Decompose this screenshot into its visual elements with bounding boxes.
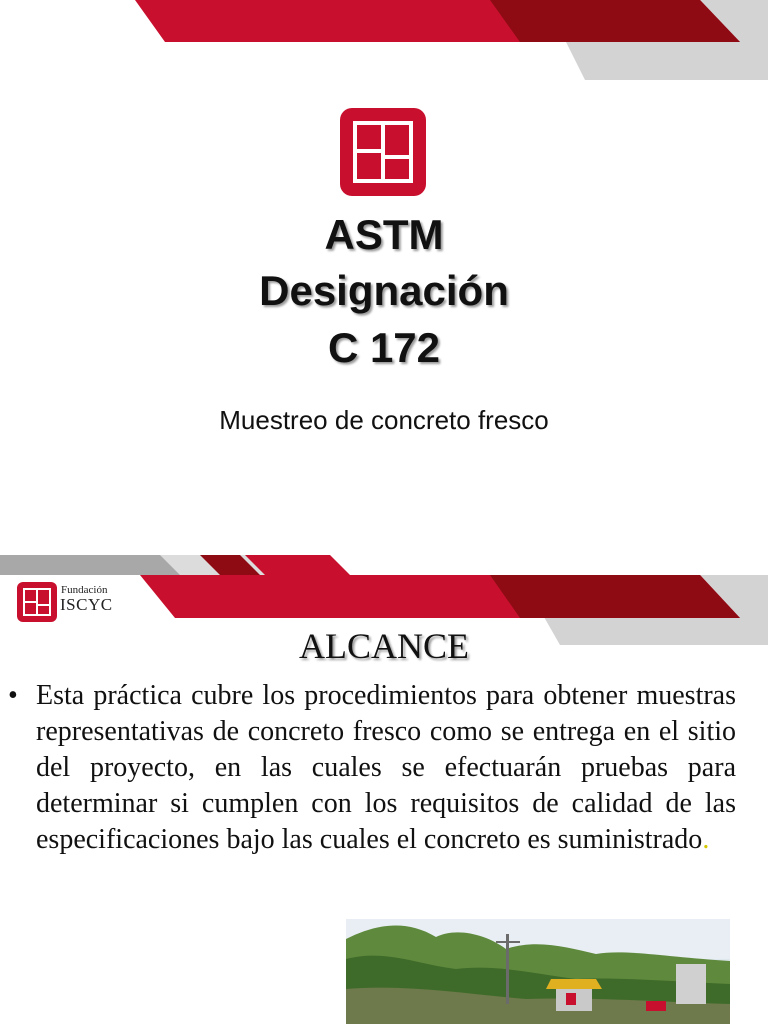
logo-squares-icon	[23, 588, 51, 616]
logo-text-iscyc: ISCYC	[60, 595, 113, 614]
bullet-marker: •	[8, 680, 18, 711]
section-heading: ALCANCE	[299, 626, 469, 666]
bullet-paragraph	[36, 678, 736, 858]
iscyc-logo	[340, 108, 426, 196]
logo-text-fundacion: Fundación	[61, 584, 108, 596]
title-line-astm: ASTM	[324, 211, 444, 258]
logo-squares-icon	[353, 121, 413, 183]
title-line-code: C 172	[327, 324, 441, 371]
construction-site-photo	[346, 919, 730, 1024]
slide-subtitle: Muestreo de concreto fresco	[219, 405, 549, 435]
content-slide	[0, 575, 768, 1024]
bullet-text: Esta práctica cubre los procedimientos para obtener muestras representativas de concreto fresco como se entrega en el sitio del proyecto, en las cuales se efectuarán pruebas para determinar si cumplen con los requisitos de calidad de las especificaciones bajo las cuales el concreto es suministrado	[36, 680, 736, 855]
top-decorative-band	[0, 0, 768, 90]
iscyc-small-logo	[17, 582, 57, 622]
slide-divider-band	[0, 548, 768, 575]
title-line-designacion: Designación	[259, 267, 509, 314]
bullet-end-period: .	[702, 824, 710, 855]
